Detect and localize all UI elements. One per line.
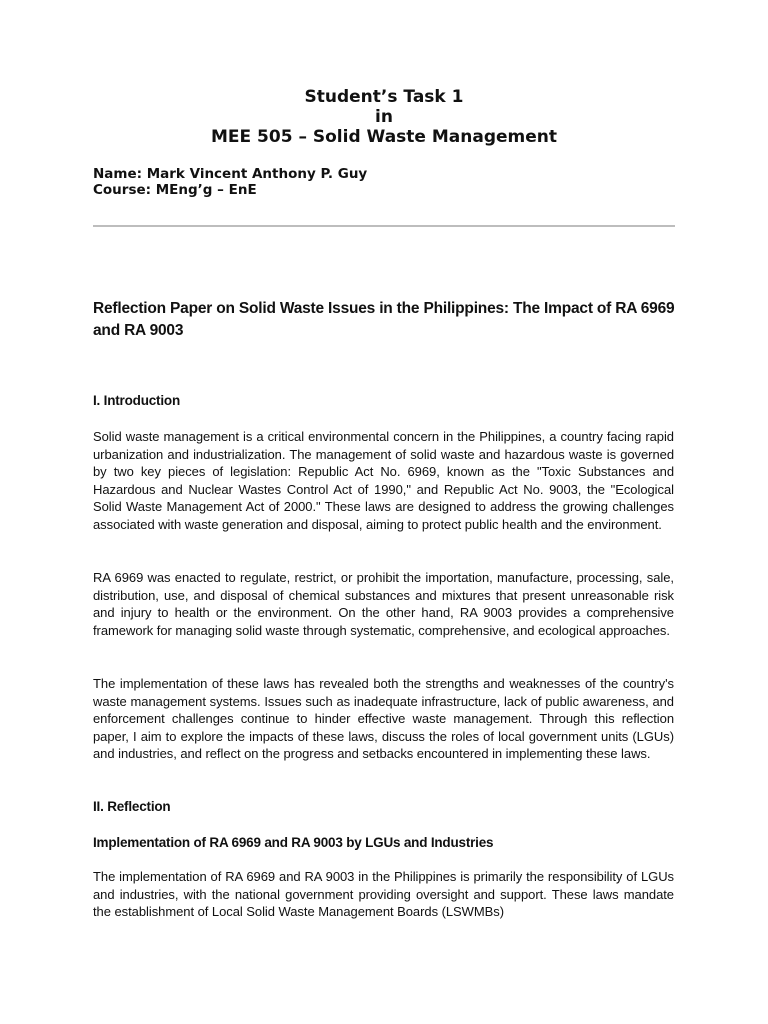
course-code-title: MEE 505 – Solid Waste Management [211, 127, 557, 147]
introduction-heading: I. Introduction [93, 393, 180, 408]
horizontal-divider [93, 225, 675, 227]
introduction-paragraph-2: RA 6969 was enacted to regulate, restrict, or prohibit the importation, manufacture, processing, sale, distribution, use, and disposal of chemical substances and mixtures that present unreasonable risk and injury to health or the environment. On the other hand, RA 9003 provides a comprehensive framework for managing solid waste through systematic, comprehensive, and ecological approaches. [93, 570, 674, 638]
implementation-paragraph-1: The implementation of RA 6969 and RA 9003 in the Philippines is primarily the responsibility of LGUs and industries, with the national government providing oversight and support. These laws mandate the establishment of Local Solid Waste Management Boards (LSWMBs) [93, 869, 674, 920]
reflection-heading: II. Reflection [93, 799, 171, 814]
introduction-paragraph-1: Solid waste management is a critical environmental concern in the Philippines, a country facing rapid urbanization and industrialization. The management of solid waste and hazardous waste is governed by two key pieces of legislation: Republic Act No. 6969, known as the "Toxic Substances and Hazardous and Nuclear Wastes Control Act of 1990," and Republic Act No. 9003, the "Ecological Solid Waste Management Act of 2000." These laws are designed to address the growing challenges associated with waste generation and disposal, aiming to protect public health and the environment. [93, 429, 674, 532]
student-course: Course: MEng’g – EnE [93, 182, 257, 198]
paper-title: Reflection Paper on Solid Waste Issues in the Philippines: The Impact of RA 6969 and RA 9003 [93, 300, 675, 339]
implementation-subheading: Implementation of RA 6969 and RA 9003 by LGUs and Industries [93, 835, 494, 850]
introduction-paragraph-3: The implementation of these laws has revealed both the strengths and weaknesses of the country's waste management systems. Issues such as inadequate infrastructure, lack of public awareness, and enforcement challenges continue to hinder effective waste management. Through this reflection paper, I aim to explore the impacts of these laws, discuss the roles of local government units (LGUs) and industries, and reflect on the progress and setbacks encountered in implementing these laws. [93, 676, 674, 762]
task-title: Student’s Task 1 [304, 87, 464, 107]
task-title-in: in [375, 107, 393, 127]
student-name: Name: Mark Vincent Anthony P. Guy [93, 166, 368, 182]
